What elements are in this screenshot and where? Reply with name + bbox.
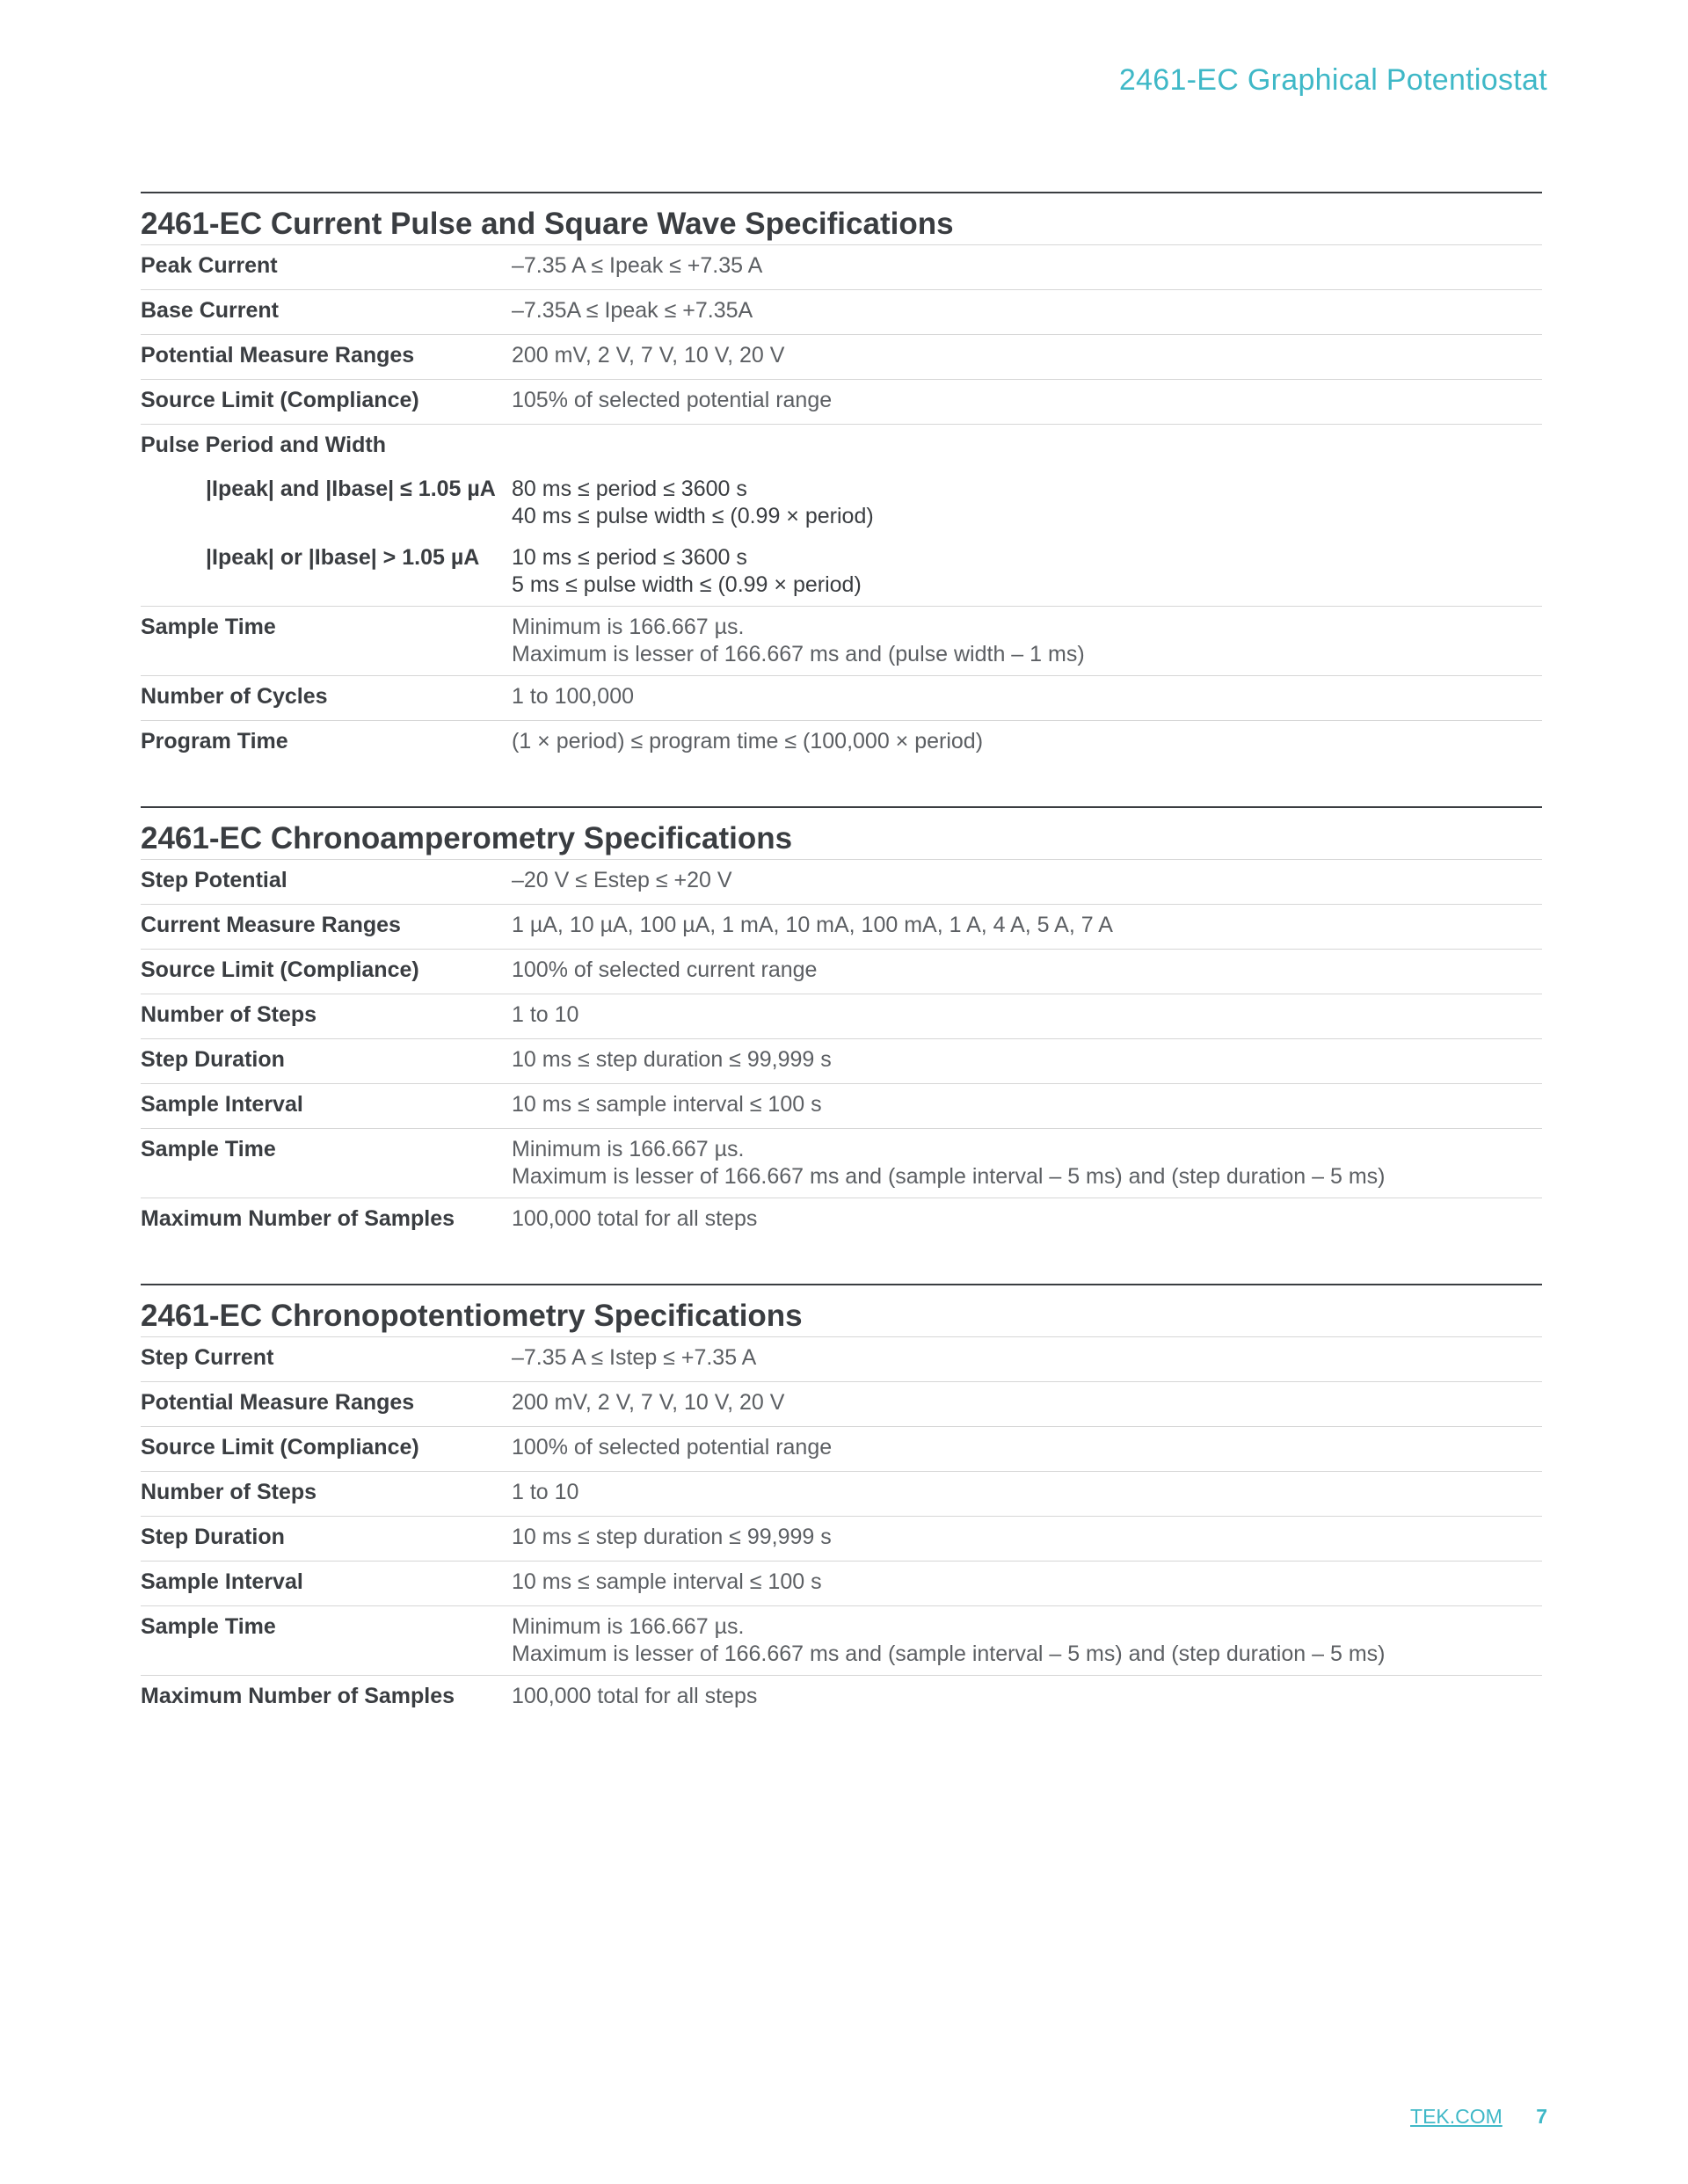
spec-label: Sample Time [141,615,276,639]
spec-value: 1 µA, 10 µA, 100 µA, 1 mA, 10 mA, 100 mA, 1 A, 4 A, 5 A, 7 A [512,913,1113,937]
spec-row [141,1382,1542,1427]
spec-label: Peak Current [141,253,278,278]
spec-label: Step Current [141,1345,274,1370]
spec-value: 10 ms ≤ sample interval ≤ 100 s [512,1092,822,1117]
spec-row [141,425,1542,469]
spec-row [141,335,1542,380]
spec-row [141,721,1542,765]
spec-row [141,1517,1542,1562]
spec-row [141,245,1542,290]
spec-subrow [141,469,1542,537]
document-title: 2461-EC Graphical Potentiostat [1118,63,1547,97]
spec-label: Maximum Number of Samples [141,1684,455,1708]
spec-value: 80 ms ≤ period ≤ 3600 s 40 ms ≤ pulse width ≤ (0.99 × period) [512,477,874,528]
spec-value: 1 to 10 [512,1480,579,1504]
spec-row [141,905,1542,950]
spec-label: Potential Measure Ranges [141,343,415,368]
spec-label: Pulse Period and Width [141,433,386,457]
spec-row [141,950,1542,994]
spec-row [141,676,1542,721]
spec-label: Number of Steps [141,1002,317,1027]
spec-sublabel: |Ipeak| or |Ibase| > 1.05 µA [206,545,480,570]
spec-value: 10 ms ≤ step duration ≤ 99,999 s [512,1047,832,1072]
spec-value: 200 mV, 2 V, 7 V, 10 V, 20 V [512,1390,785,1415]
spec-row [141,607,1542,676]
spec-label: Number of Cycles [141,684,328,709]
section-chronoamperometry [141,806,1542,1242]
spec-label: Sample Time [141,1137,276,1161]
spec-value: 10 ms ≤ sample interval ≤ 100 s [512,1569,822,1594]
spec-row [141,860,1542,905]
spec-label: Source Limit (Compliance) [141,957,419,982]
spec-label: Maximum Number of Samples [141,1206,455,1231]
spec-value: –7.35 A ≤ Istep ≤ +7.35 A [512,1345,757,1370]
spec-row [141,1562,1542,1606]
section-title: 2461-EC Chronopotentiometry Specifications [141,1284,1542,1337]
spec-value: Minimum is 166.667 µs. Maximum is lesser of 166.667 ms and (pulse width – 1 ms) [512,615,1085,666]
spec-label: Current Measure Ranges [141,913,401,937]
spec-value: 100,000 total for all steps [512,1684,758,1708]
spec-label: Sample Time [141,1614,276,1639]
spec-value: 105% of selected potential range [512,388,833,412]
spec-row [141,1039,1542,1084]
spec-value [512,429,1542,462]
spec-value: 100% of selected current range [512,957,818,982]
spec-value: Minimum is 166.667 µs. Maximum is lesser of 166.667 ms and (sample interval – 5 ms) and (step duration – 5 ms) [512,1137,1386,1189]
spec-row [141,994,1542,1039]
spec-label: Source Limit (Compliance) [141,1435,419,1460]
spec-row [141,1427,1542,1472]
spec-value: –7.35 A ≤ Ipeak ≤ +7.35 A [512,253,763,278]
spec-value: 1 to 10 [512,1002,579,1027]
spec-label: Source Limit (Compliance) [141,388,419,412]
section-current-pulse [141,192,1542,765]
section-title: 2461-EC Chronoamperometry Specifications [141,806,1542,860]
spec-row [141,290,1542,335]
spec-label: Base Current [141,298,279,323]
spec-subrow [141,537,1542,607]
spec-value: 10 ms ≤ step duration ≤ 99,999 s [512,1525,832,1549]
spec-row [141,380,1542,425]
spec-label: Step Duration [141,1525,285,1549]
spec-row [141,1084,1542,1129]
spec-label: Sample Interval [141,1092,303,1117]
spec-value: 100,000 total for all steps [512,1206,758,1231]
spec-row [141,1198,1542,1242]
spec-row [141,1472,1542,1517]
spec-label: Sample Interval [141,1569,303,1594]
tek-com-link[interactable]: TEK.COM [1410,2105,1502,2128]
spec-value: 100% of selected potential range [512,1435,833,1460]
spec-label: Step Duration [141,1047,285,1072]
spec-row [141,1129,1542,1198]
spec-row [141,1606,1542,1676]
page-footer [1410,2105,1547,2129]
spec-value: 200 mV, 2 V, 7 V, 10 V, 20 V [512,343,785,368]
spec-label: Number of Steps [141,1480,317,1504]
spec-value: (1 × period) ≤ program time ≤ (100,000 × period) [512,729,984,753]
spec-label: Program Time [141,729,288,753]
spec-label: Step Potential [141,868,287,892]
spec-value: 1 to 100,000 [512,684,635,709]
section-chronopotentiometry [141,1284,1542,1720]
page-number: 7 [1536,2105,1547,2128]
spec-value: Minimum is 166.667 µs. Maximum is lesser of 166.667 ms and (sample interval – 5 ms) and (step duration – 5 ms) [512,1614,1386,1666]
section-title: 2461-EC Current Pulse and Square Wave Specifications [141,192,1542,245]
spec-row [141,1676,1542,1720]
spec-value: 10 ms ≤ period ≤ 3600 s 5 ms ≤ pulse width ≤ (0.99 × period) [512,545,862,597]
spec-content [141,192,1542,1761]
spec-row [141,1337,1542,1382]
spec-value: –20 V ≤ Estep ≤ +20 V [512,868,732,892]
spec-value: –7.35A ≤ Ipeak ≤ +7.35A [512,298,753,323]
spec-label: Potential Measure Ranges [141,1390,415,1415]
spec-sublabel: |Ipeak| and |Ibase| ≤ 1.05 µA [206,477,496,501]
